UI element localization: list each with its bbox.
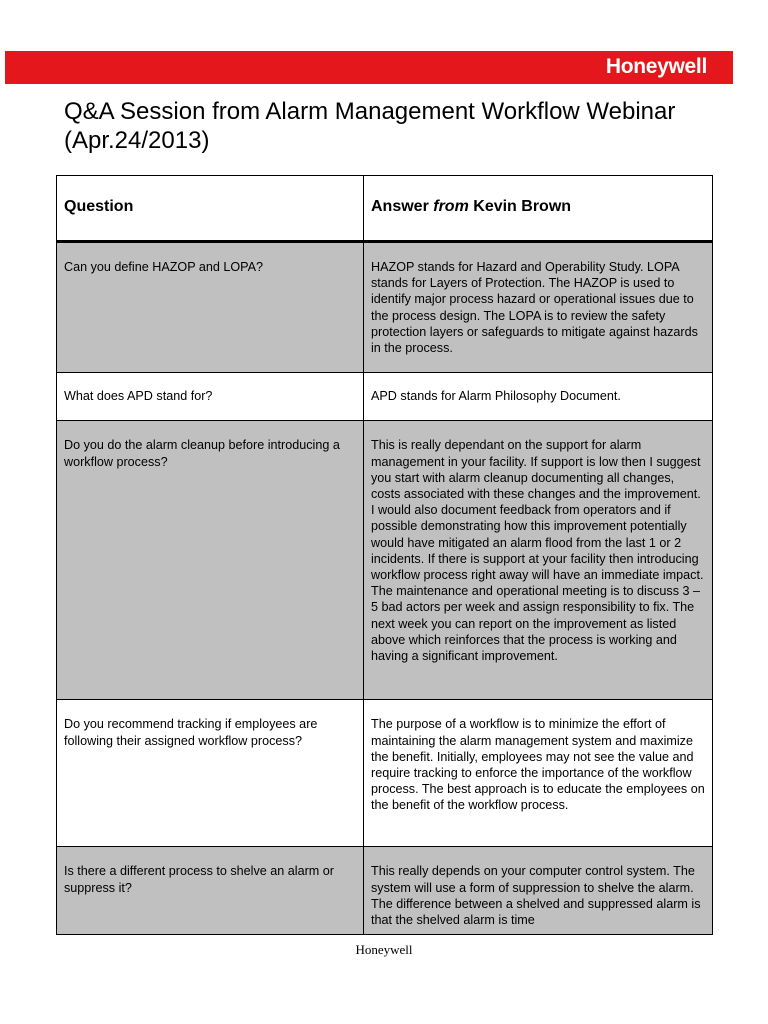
table-row: [57, 421, 713, 700]
brand-header-bar: [5, 51, 733, 84]
document-title: Q&A Session from Alarm Management Workflow Webinar (Apr.24/2013): [64, 98, 676, 154]
answer-cell: [364, 847, 713, 935]
table-row: [57, 847, 713, 935]
answer-cell: The purpose of a workflow is to minimize the effort of maintaining the alarm management system and maximize the benefit. Initially, employees may not see the value and require tracking to enforce the importance of the workflow process. The best approach is to educate the employees on the benefit of the workflow process.: [364, 700, 713, 847]
qa-table: [56, 175, 713, 935]
answer-cell: APD stands for Alarm Philosophy Document.: [364, 373, 713, 421]
answer-header-suffix: Kevin Brown: [468, 197, 572, 215]
question-cell: Is there a different process to shelve an alarm or suppress it?: [57, 847, 364, 935]
question-cell: Can you define HAZOP and LOPA?: [57, 242, 364, 373]
question-cell: Do you do the alarm cleanup before introducing a workflow process?: [57, 421, 364, 700]
honeywell-logo: Honeywell: [605, 55, 707, 78]
table-row: [57, 242, 713, 373]
table-row: [57, 700, 713, 847]
answer-cell: HAZOP stands for Hazard and Operability Study. LOPA stands for Layers of Protection. The HAZOP is used to identify major process hazard or operational issues due to the process design. The LOPA is to review the safety protection layers or safeguards to mitigate against hazards in the process.: [364, 242, 713, 373]
answer-header-prefix: Answer: [371, 197, 434, 215]
answer-column-header: [364, 176, 713, 242]
table-header-row: [57, 176, 713, 242]
page-footer: Honeywell: [355, 942, 413, 957]
table-row: [57, 373, 713, 421]
answer-cell: This is really dependant on the support for alarm management in your facility. If support is low then I suggest you start with alarm cleanup documenting all changes, costs associated with these changes and the improvement. I would also document feedback from operators and if possible demonstrating how this improvement potentially would have mitigated an alarm flood from the last 1 or 2 incidents. If there is support at your facility then introducing workflow process right away will have an immediate impact. The maintenance and operational meeting is to discuss 3 – 5 bad actors per week and assign responsibility to fix. The next week you can report on the improvement as listed above which reinforces that the process is working and having a significant improvement.: [364, 421, 713, 700]
answer-header-from: from: [433, 197, 469, 215]
question-cell: What does APD stand for?: [57, 373, 364, 421]
question-cell: Do you recommend tracking if employees are following their assigned workflow process?: [57, 700, 364, 847]
answer-text-clipped: This really depends on your computer control system. The system will use a form of suppression to shelve the alarm. The difference between a shelved and suppressed alarm is that the shelved alarm is time: [371, 864, 701, 928]
question-column-header: Question: [57, 176, 364, 242]
